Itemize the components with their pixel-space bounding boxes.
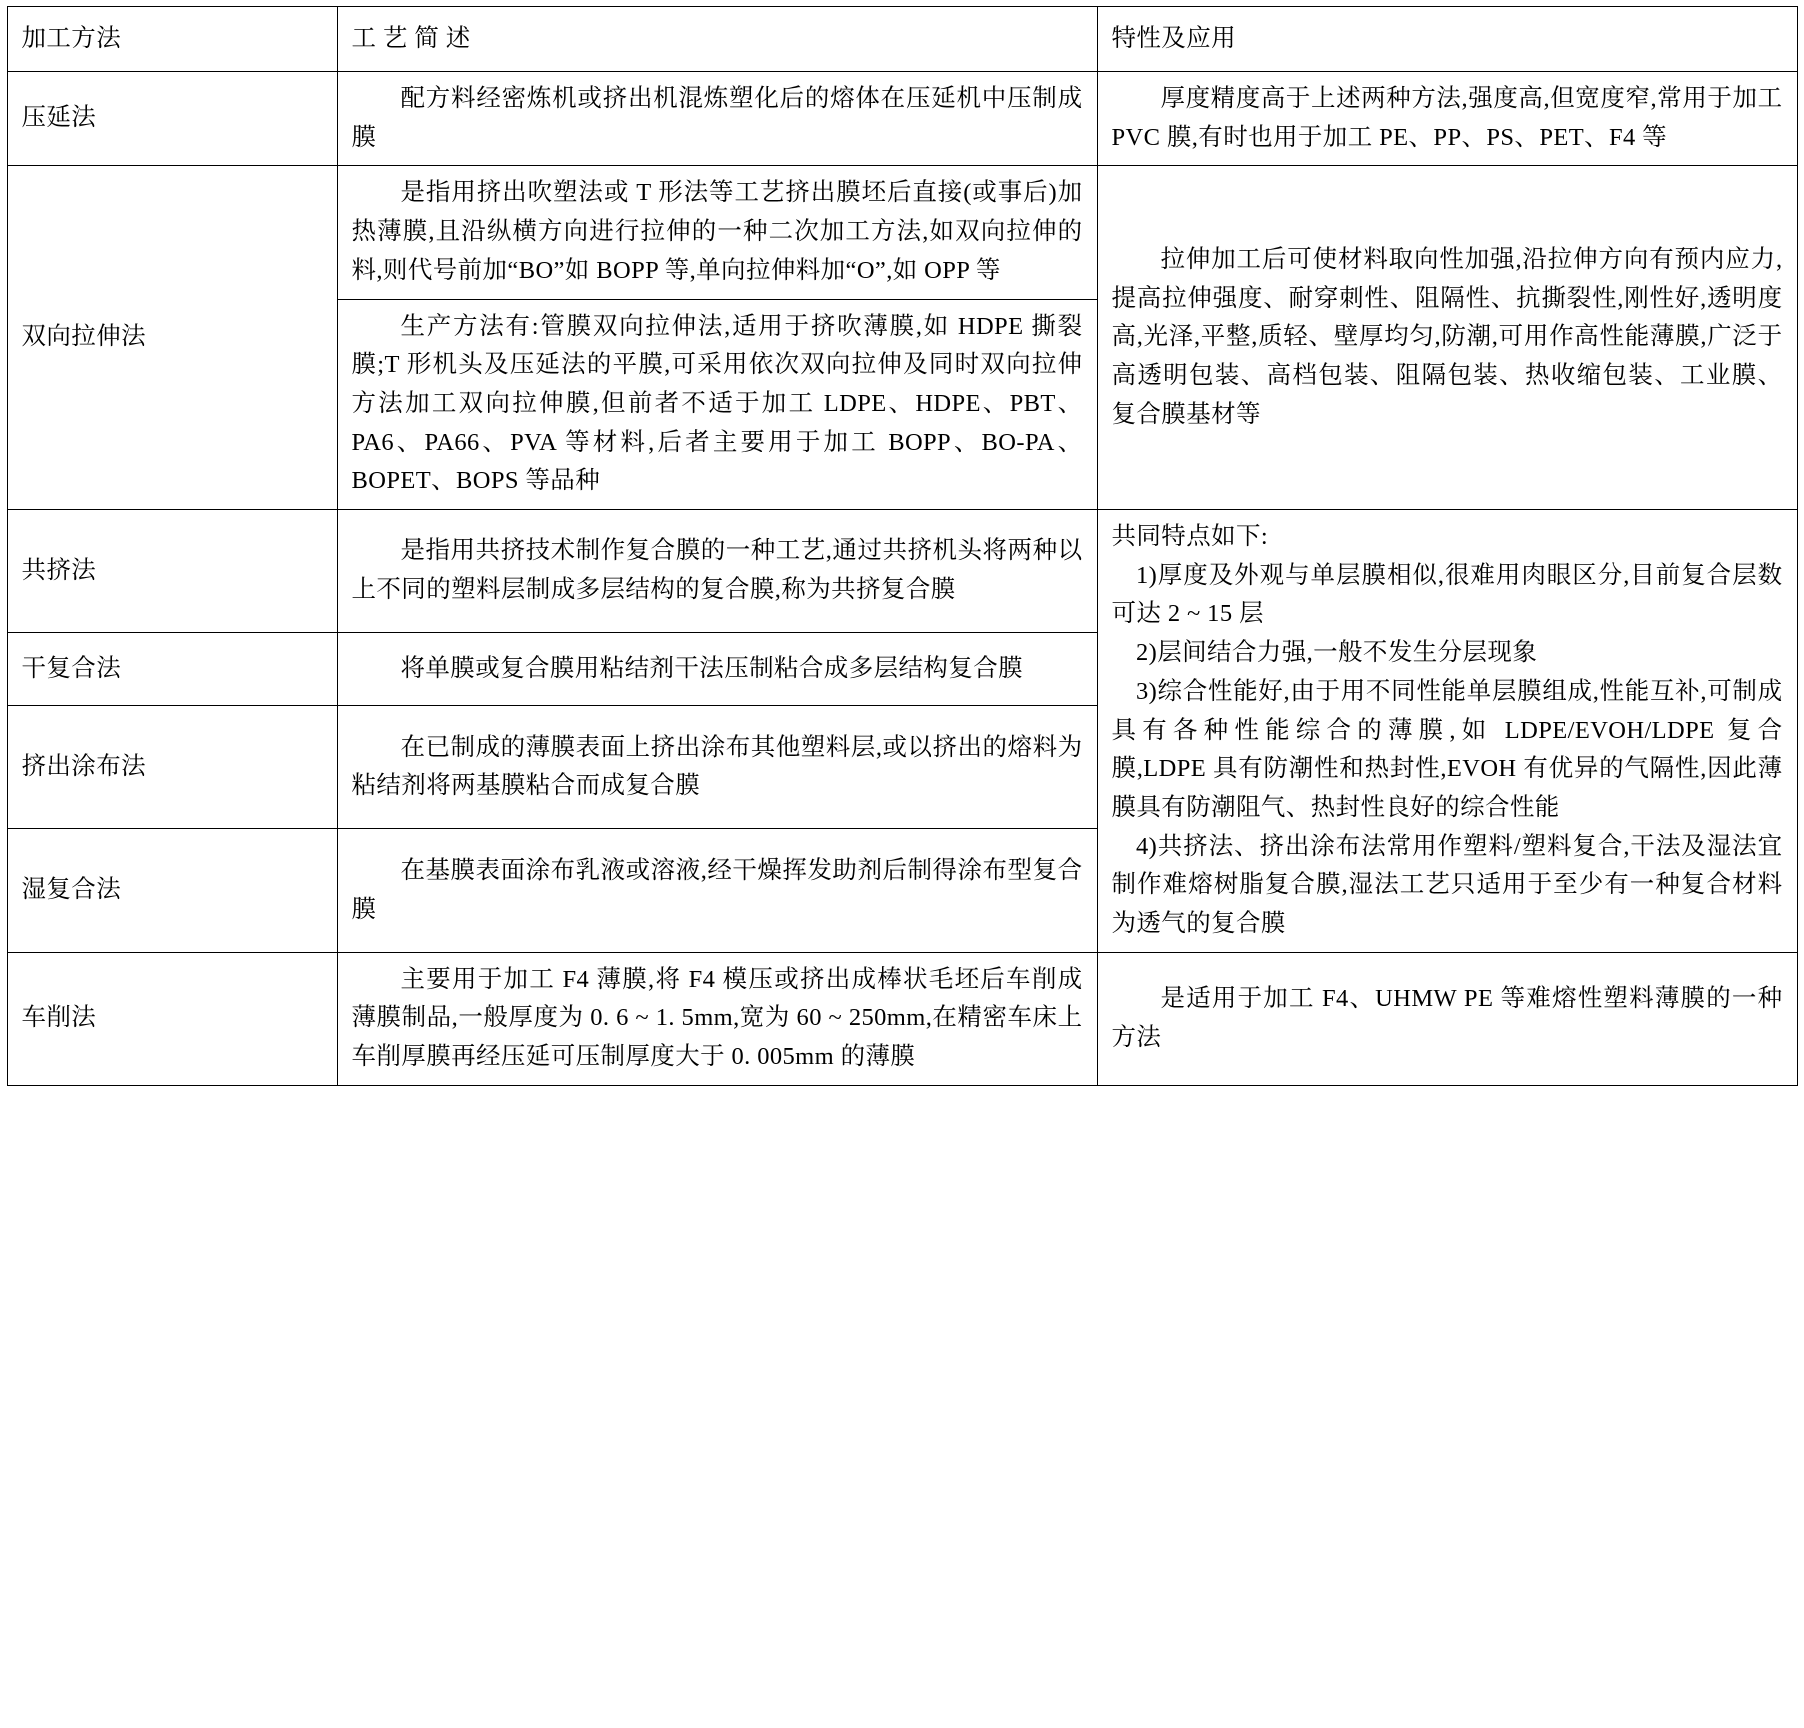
table-header-row	[7, 7, 1797, 72]
method-name-calendering: 压延法	[7, 72, 337, 166]
features-skiving: 是适用于加工 F4、UHMW PE 等难熔性塑料薄膜的一种方法	[1097, 952, 1797, 1085]
method-name-wet-lamination: 湿复合法	[7, 829, 337, 952]
method-name-dry-lamination: 干复合法	[7, 633, 337, 706]
features-biaxial-stretching: 拉伸加工后可使材料取向性加强,沿拉伸方向有预内应力,提高拉伸强度、耐穿刺性、阻隔性、抗撕裂性,刚性好,透明度高,光泽,平整,质轻、壁厚均匀,防潮,可用作高性能薄膜,广泛于高透明包装、高档包装、阻隔包装、热收缩包装、工业膜、复合膜基材等	[1097, 166, 1797, 510]
method-name-biaxial-stretching: 双向拉伸法	[7, 166, 337, 510]
process-description-coextrusion: 是指用共挤技术制作复合膜的一种工艺,通过共挤机头将两种以上不同的塑料层制成多层结构的复合膜,称为共挤复合膜	[337, 510, 1097, 633]
composite-feature-item-1: 1)厚度及外观与单层膜相似,很难用肉眼区分,目前复合层数可达 2 ~ 15 层	[1111, 561, 1783, 628]
method-name-coextrusion: 共挤法	[7, 510, 337, 633]
process-description-wet-lamination: 在基膜表面涂布乳液或溶液,经干燥挥发助剂后制得涂布型复合膜	[337, 829, 1097, 952]
process-description-biaxial-stretching-1: 是指用挤出吹塑法或 T 形法等工艺挤出膜坯后直接(或事后)加热薄膜,且沿纵横方向进行拉伸的一种二次加工方法,如双向拉伸的料,则代号前加“BO”如 BOPP 等,单向拉伸料加“O”,如 OPP 等	[337, 166, 1097, 299]
features-composite-films	[1097, 510, 1797, 953]
header-process-description: 工 艺 简 述	[337, 7, 1097, 72]
process-description-calendering: 配方料经密炼机或挤出机混炼塑化后的熔体在压延机中压制成膜	[337, 72, 1097, 166]
process-description-skiving: 主要用于加工 F4 薄膜,将 F4 模压或挤出成棒状毛坯后车削成薄膜制品,一般厚度为 0. 6 ~ 1. 5mm,宽为 60 ~ 250mm,在精密车床上车削厚膜再经压延可压制厚度大于 0. 005mm 的薄膜	[337, 952, 1097, 1085]
header-features-applications: 特性及应用	[1097, 7, 1797, 72]
composite-feature-item-3: 3)综合性能好,由于用不同性能单层膜组成,性能互补,可制成具有各种性能综合的薄膜,如 LDPE/EVOH/LDPE 复合膜,LDPE 具有防潮性和热封性,EVOH 有优异的气隔性,因此薄膜具有防潮阻气、热封性良好的综合性能	[1111, 677, 1783, 821]
table-row	[7, 510, 1797, 633]
method-name-extrusion-coating: 挤出涂布法	[7, 706, 337, 829]
process-description-extrusion-coating: 在已制成的薄膜表面上挤出涂布其他塑料层,或以挤出的熔料为粘结剂将两基膜粘合而成复合膜	[337, 706, 1097, 829]
process-description-dry-lamination: 将单膜或复合膜用粘结剂干法压制粘合成多层结构复合膜	[337, 633, 1097, 706]
composite-feature-item-4: 4)共挤法、挤出涂布法常用作塑料/塑料复合,干法及湿法宜制作难熔树脂复合膜,湿法工艺只适用于至少有一种复合材料为透气的复合膜	[1111, 832, 1783, 938]
composite-feature-intro: 共同特点如下:	[1111, 523, 1269, 551]
features-calendering: 厚度精度高于上述两种方法,强度高,但宽度窄,常用于加工 PVC 膜,有时也用于加工 PE、PP、PS、PET、F4 等	[1097, 72, 1797, 166]
table-row	[7, 166, 1797, 299]
process-methods-table	[7, 6, 1798, 1086]
method-name-skiving: 车削法	[7, 952, 337, 1085]
table-row	[7, 952, 1797, 1085]
composite-feature-item-2: 2)层间结合力强,一般不发生分层现象	[1136, 639, 1538, 667]
table-row	[7, 72, 1797, 166]
process-description-biaxial-stretching-2: 生产方法有:管膜双向拉伸法,适用于挤吹薄膜,如 HDPE 撕裂膜;T 形机头及压延法的平膜,可采用依次双向拉伸及同时双向拉伸方法加工双向拉伸膜,但前者不适于加工 LDPE、HDPE、PBT、PA6、PA66、PVA 等材料,后者主要用于加工 BOPP、BO-PA、BOPET、BOPS 等品种	[337, 299, 1097, 510]
header-method: 加工方法	[7, 7, 337, 72]
